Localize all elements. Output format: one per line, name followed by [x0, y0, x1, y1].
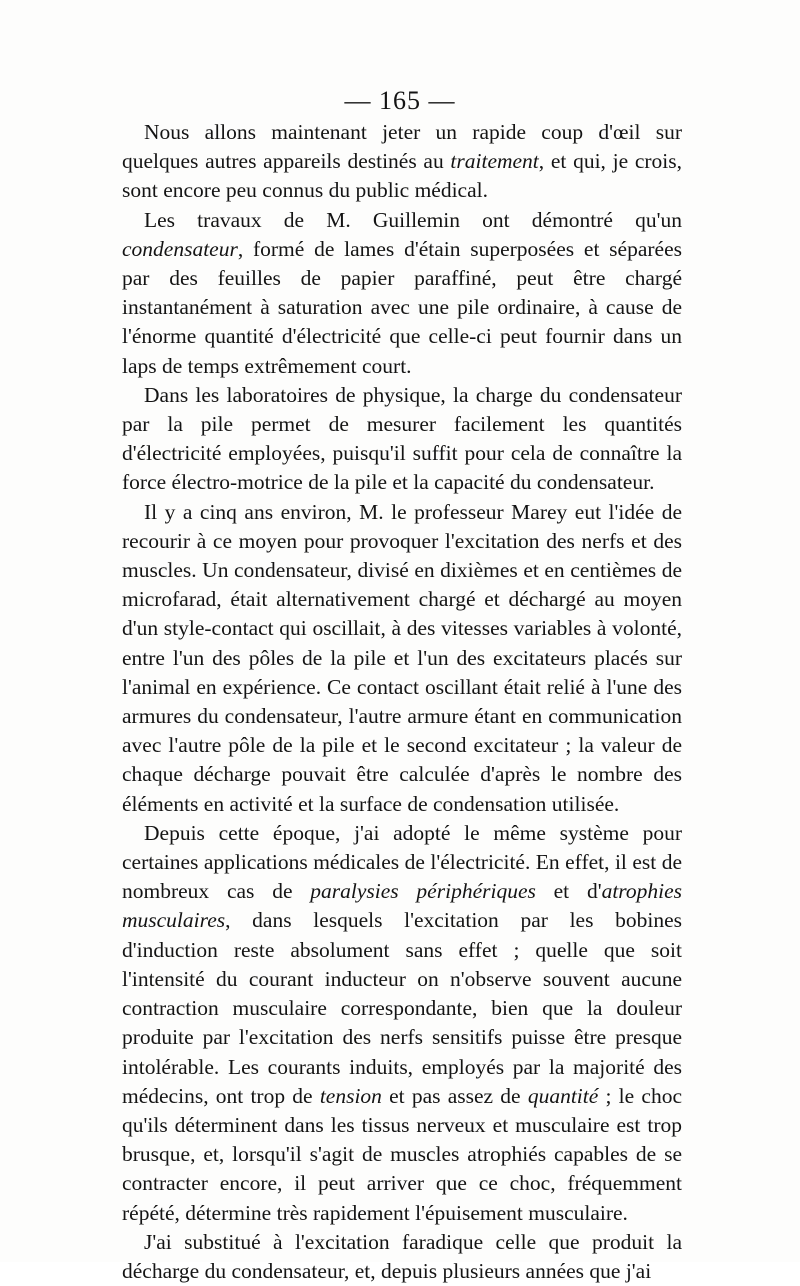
text-run: , dans lesquels l'excitation par les bobines d'induction reste absolument sans effet ; quelle que soit l'intensité du courant inducteur on n'observe souvent aucune contraction musculaire correspondante, bien que la douleur produite par l'excitation des nerfs sensitifs puisse être presque intolérable. Les courants induits, employés par la majorité des médecins, ont trop de [122, 908, 682, 1108]
italic-term: tension [319, 1083, 382, 1108]
italic-term: atrophies musculaires [122, 879, 682, 933]
paragraph-4 [122, 498, 682, 819]
italic-term: traitement [450, 149, 539, 174]
text-run: Il y a cinq ans environ, M. le professeur Marey eut l'idée de recourir à ce moyen pour provoquer l'excitation des nerfs et des muscles. Un condensateur, divisé en dixièmes et en centièmes de microfarad, était alternativement chargé et déchargé au moyen d'un style-contact qui oscillait, à des vitesses variables à volonté, entre l'un des pôles de la pile et l'un des excitateurs placés sur l'animal en expérience. Ce contact oscillant était relié à l'une des armures du condensateur, l'autre armure étant en communication avec l'autre pôle de la pile et le second excitateur ; la valeur de chaque décharge pouvait être calculée d'après le nombre des éléments en activité et la surface de condensation utilisée. [122, 499, 682, 816]
paragraph-2 [122, 206, 682, 381]
text-run: Dans les laboratoires de physique, la charge du condensateur par la pile permet de mesurer facilement les quantités d'électricité employées, puisqu'il suffit pour cela de connaître la force électro-motrice de la pile et la capacité du condensateur. [122, 382, 682, 495]
italic-term: condensateur [122, 236, 238, 261]
text-run: , et qui, je crois, sont encore peu connus du public médical. [122, 149, 682, 203]
text-run: Depuis cette époque, j'ai adopté le même système pour certaines applications médicales de l'électricité. En effet, il est de nombreux cas de [122, 820, 682, 904]
text-run: et d' [535, 879, 602, 904]
paragraph-5 [122, 819, 682, 1228]
italic-term: paralysies périphériques [310, 879, 536, 904]
text-run: Nous allons maintenant jeter un rapide coup d'œil sur quelques autres appareils destinés au [122, 120, 682, 174]
italic-term: quantité [527, 1083, 599, 1108]
paragraph-3 [122, 381, 682, 498]
page-number: — 165 — [344, 86, 456, 115]
text-run: Les travaux de M. Guillemin ont démontré qu'un [144, 207, 682, 232]
paragraph-1 [122, 118, 682, 206]
paragraph-6 [122, 1228, 682, 1286]
body-text [122, 118, 682, 1286]
text-run: , formé de lames d'étain superposées et séparées par des feuilles de papier paraffiné, peut être chargé instantanément à saturation avec une pile ordinaire, à cause de l'énorme quantité d'électricité que celle-ci peut fournir dans un laps de temps extrêmement court. [122, 236, 682, 378]
text-run: et pas assez de [381, 1083, 528, 1108]
text-run: ; le choc qu'ils déterminent dans les tissus nerveux et musculaire est trop brusque, et, lorsqu'il s'agit de muscles atrophiés capables de se contracter encore, il peut arriver que ce choc, fréquemment répété, détermine très rapidement l'épuisement musculaire. [122, 1083, 682, 1225]
text-run: J'ai substitué à l'excitation faradique celle que produit la décharge du condensateur, et, depuis plusieurs années que j'ai [122, 1229, 682, 1283]
